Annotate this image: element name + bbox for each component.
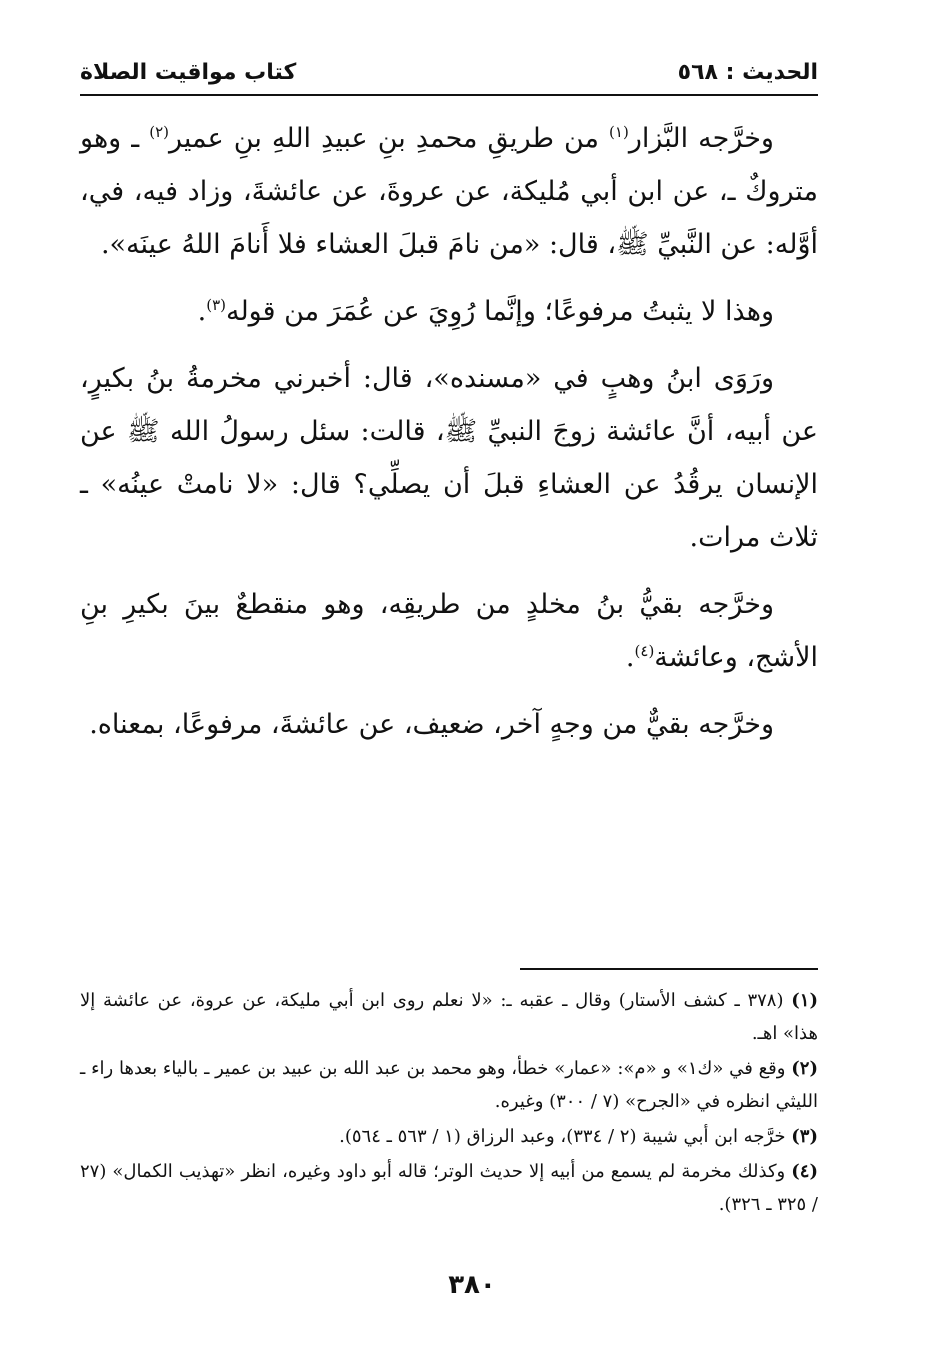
- paragraph-2: وهذا لا يثبتُ مرفوعًا؛ وإنَّما رُوِيَ عن عُمَرَ من قوله$^{(٣)}$.: [197, 296, 774, 327]
- footnote-ref-3[interactable]: (٣): [206, 296, 226, 314]
- running-header: [80, 58, 818, 96]
- footnotes: [80, 984, 818, 1223]
- paragraph-5: وخرَّجه بقيٌّ من وجهٍ آخر، ضعيف، عن عائشةَ، مرفوعًا، بمعناه.: [89, 709, 774, 740]
- footnote-3: (٣) خرَّجه ابن أبي شيبة (٢ / ٣٣٤)، وعبد الرزاق (١ / ٥٦٣ ـ ٥٦٤).: [339, 1126, 818, 1147]
- hadith-number: الحديث : ٥٦٨: [677, 60, 818, 85]
- footnote-1: (١) (٣٧٨ ـ كشف الأستار) وقال ـ عقبه ـ: «لا نعلم روى ابن أبي مليكة، عن عروة، عن عائشة إلا هذا» اهـ.: [80, 990, 818, 1044]
- paragraph-1: وخرَّجه البَّزار$^{(١)}$ من طريقِ محمدِ بنِ عبيدِ اللهِ بنِ عمير$^{(٢)}$ ـ وهو متروكٌ ـ، عن ابن أبي مُليكة، عن عروةَ، عن عائشةَ، وزاد فيه، في، أوَّله: عن النَّبيِّ ﷺ، قال: «من نامَ قبلَ العشاء فلا أَنامَ اللهُ عينَه».: [80, 123, 818, 260]
- footnote-ref-2[interactable]: (٢): [149, 123, 169, 141]
- footnote-separator: [520, 968, 818, 970]
- main-text: [80, 112, 818, 765]
- book-title: كتاب مواقيت الصلاة: [80, 60, 297, 85]
- footnote-ref-1[interactable]: (١): [609, 123, 629, 141]
- footnote-ref-4[interactable]: (٤): [634, 642, 655, 660]
- footnote-2: (٢) وقع في «ك١» و «م»: «عمار» خطأ، وهو محمد بن عبد الله بن عبيد بن عمير ـ بالياء بعدها راء ـ الليثي انظره في «الجرح» (٧ / ٣٠٠) وغيره.: [80, 1058, 818, 1112]
- page-number: ٣٨٠: [448, 1270, 496, 1300]
- paragraph-4: وخرَّجه بقيُّ بنُ مخلدٍ من طريقِه، وهو منقطعٌ بينَ بكيرِ بنِ الأشج، وعائشة$^{(٤)}$.: [80, 589, 818, 673]
- footnote-4: (٤) وكذلك مخرمة لم يسمع من أبيه إلا حديث الوتر؛ قاله أبو داود وغيره، انظر «تهذيب الكمال» (٢٧ / ٣٢٥ ـ ٣٢٦).: [80, 1161, 818, 1215]
- paragraph-3: ورَوَى ابنُ وهبٍ في «مسنده»، قال: أخبرني مخرمةُ بنُ بكيرٍ، عن أبيه، أنَّ عائشة زوجَ النبيِّ ﷺ، قالت: سئل رسولُ الله ﷺ عن الإنسان يرقُدُ عن العشاءِ قبلَ أن يصلِّي؟ قال: «لا نامتْ عينُه» ـ ثلاث مرات.: [80, 363, 818, 553]
